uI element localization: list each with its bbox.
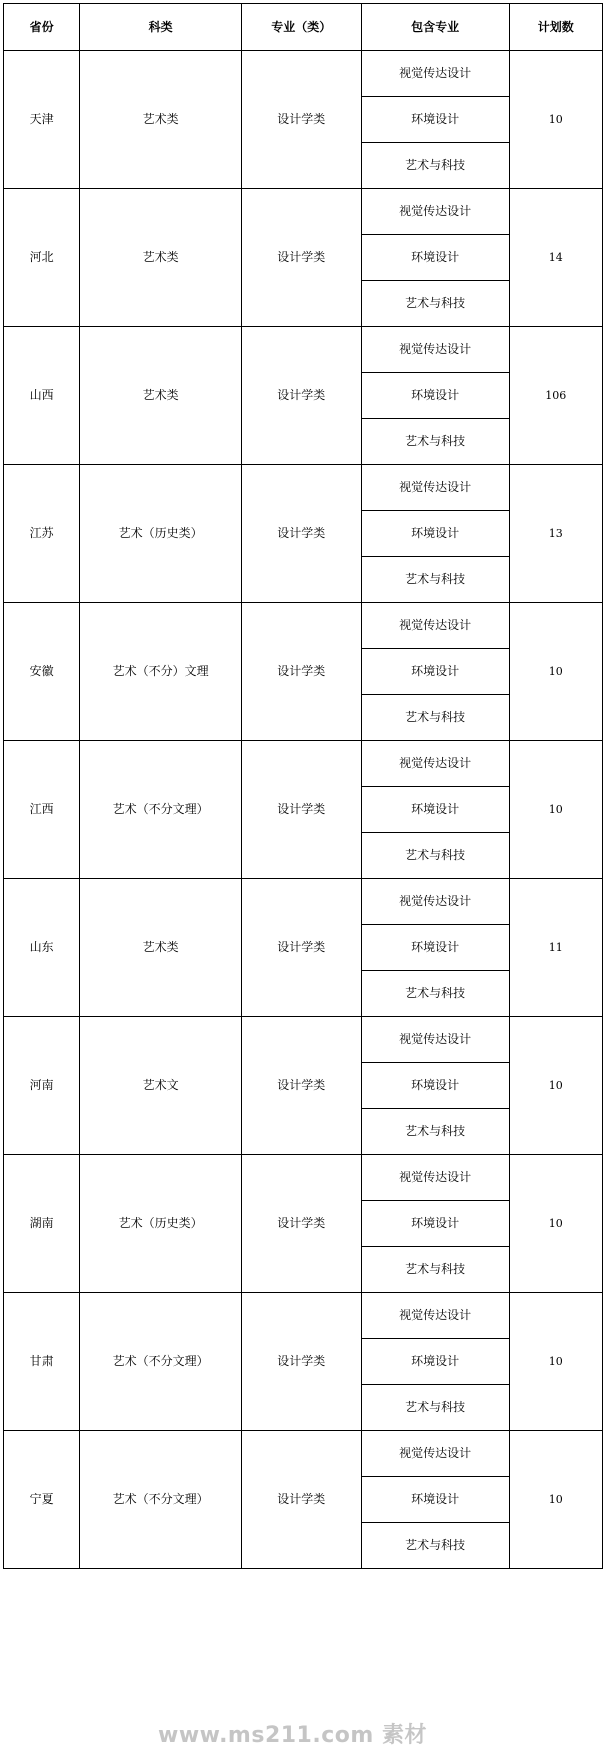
category-cell: 艺术（不分文理） <box>80 1293 242 1431</box>
sub-major-cell: 艺术与科技 <box>361 281 509 327</box>
sub-major-cell: 视觉传达设计 <box>361 741 509 787</box>
plan-count-cell: 11 <box>509 879 602 1017</box>
sub-major-cell: 视觉传达设计 <box>361 603 509 649</box>
sub-major-cell: 环境设计 <box>361 373 509 419</box>
plan-count-cell: 10 <box>509 1431 602 1569</box>
sub-major-cell: 艺术与科技 <box>361 833 509 879</box>
header-major: 专业（类） <box>242 4 362 51</box>
sub-major-cell: 艺术与科技 <box>361 1523 509 1569</box>
major-cell: 设计学类 <box>242 327 362 465</box>
sub-major-cell: 视觉传达设计 <box>361 465 509 511</box>
table-row <box>4 1431 603 1477</box>
province-cell: 河北 <box>4 189 80 327</box>
sub-major-cell: 艺术与科技 <box>361 557 509 603</box>
sub-major-cell: 环境设计 <box>361 511 509 557</box>
plan-count-cell: 10 <box>509 741 602 879</box>
sub-major-cell: 视觉传达设计 <box>361 189 509 235</box>
header-plan-count: 计划数 <box>509 4 602 51</box>
sub-major-cell: 视觉传达设计 <box>361 51 509 97</box>
category-cell: 艺术类 <box>80 51 242 189</box>
province-cell: 湖南 <box>4 1155 80 1293</box>
major-cell: 设计学类 <box>242 189 362 327</box>
watermark: www.ms211.com 素材 <box>158 1723 427 1748</box>
plan-count-cell: 13 <box>509 465 602 603</box>
sub-major-cell: 视觉传达设计 <box>361 327 509 373</box>
sub-major-cell: 环境设计 <box>361 649 509 695</box>
major-cell: 设计学类 <box>242 879 362 1017</box>
sub-major-cell: 视觉传达设计 <box>361 1293 509 1339</box>
sub-major-cell: 视觉传达设计 <box>361 1155 509 1201</box>
sub-major-cell: 艺术与科技 <box>361 1247 509 1293</box>
category-cell: 艺术（历史类） <box>80 465 242 603</box>
table-row <box>4 465 603 511</box>
category-cell: 艺术（不分）文理 <box>80 603 242 741</box>
major-cell: 设计学类 <box>242 51 362 189</box>
table-row <box>4 1293 603 1339</box>
header-category: 科类 <box>80 4 242 51</box>
major-cell: 设计学类 <box>242 603 362 741</box>
province-cell: 安徽 <box>4 603 80 741</box>
table-row <box>4 51 603 97</box>
major-cell: 设计学类 <box>242 1155 362 1293</box>
province-cell: 天津 <box>4 51 80 189</box>
plan-count-cell: 10 <box>509 51 602 189</box>
sub-major-cell: 艺术与科技 <box>361 1109 509 1155</box>
major-cell: 设计学类 <box>242 1293 362 1431</box>
sub-major-cell: 环境设计 <box>361 1201 509 1247</box>
enrollment-plan-table <box>3 3 603 1569</box>
header-sub-majors: 包含专业 <box>361 4 509 51</box>
major-cell: 设计学类 <box>242 1017 362 1155</box>
sub-major-cell: 环境设计 <box>361 1477 509 1523</box>
category-cell: 艺术文 <box>80 1017 242 1155</box>
plan-count-cell: 10 <box>509 1155 602 1293</box>
sub-major-cell: 视觉传达设计 <box>361 879 509 925</box>
province-cell: 江西 <box>4 741 80 879</box>
sub-major-cell: 视觉传达设计 <box>361 1431 509 1477</box>
category-cell: 艺术（历史类） <box>80 1155 242 1293</box>
sub-major-cell: 艺术与科技 <box>361 971 509 1017</box>
major-cell: 设计学类 <box>242 741 362 879</box>
sub-major-cell: 环境设计 <box>361 1063 509 1109</box>
plan-count-cell: 10 <box>509 603 602 741</box>
province-cell: 宁夏 <box>4 1431 80 1569</box>
plan-count-cell: 10 <box>509 1017 602 1155</box>
plan-count-cell: 106 <box>509 327 602 465</box>
province-cell: 山西 <box>4 327 80 465</box>
table-row <box>4 1017 603 1063</box>
table-row <box>4 603 603 649</box>
sub-major-cell: 环境设计 <box>361 787 509 833</box>
category-cell: 艺术类 <box>80 189 242 327</box>
sub-major-cell: 环境设计 <box>361 925 509 971</box>
sub-major-cell: 艺术与科技 <box>361 1385 509 1431</box>
table-row <box>4 879 603 925</box>
sub-major-cell: 视觉传达设计 <box>361 1017 509 1063</box>
category-cell: 艺术（不分文理） <box>80 1431 242 1569</box>
table-row <box>4 189 603 235</box>
table-row <box>4 327 603 373</box>
category-cell: 艺术（不分文理） <box>80 741 242 879</box>
sub-major-cell: 艺术与科技 <box>361 143 509 189</box>
table-row <box>4 1155 603 1201</box>
table-row <box>4 741 603 787</box>
sub-major-cell: 艺术与科技 <box>361 695 509 741</box>
sub-major-cell: 环境设计 <box>361 97 509 143</box>
table-body <box>4 51 603 1569</box>
plan-count-cell: 14 <box>509 189 602 327</box>
major-cell: 设计学类 <box>242 465 362 603</box>
sub-major-cell: 艺术与科技 <box>361 419 509 465</box>
province-cell: 甘肃 <box>4 1293 80 1431</box>
sub-major-cell: 环境设计 <box>361 235 509 281</box>
province-cell: 山东 <box>4 879 80 1017</box>
plan-count-cell: 10 <box>509 1293 602 1431</box>
table-header-row <box>4 4 603 51</box>
major-cell: 设计学类 <box>242 1431 362 1569</box>
province-cell: 江苏 <box>4 465 80 603</box>
header-province: 省份 <box>4 4 80 51</box>
province-cell: 河南 <box>4 1017 80 1155</box>
category-cell: 艺术类 <box>80 879 242 1017</box>
category-cell: 艺术类 <box>80 327 242 465</box>
sub-major-cell: 环境设计 <box>361 1339 509 1385</box>
